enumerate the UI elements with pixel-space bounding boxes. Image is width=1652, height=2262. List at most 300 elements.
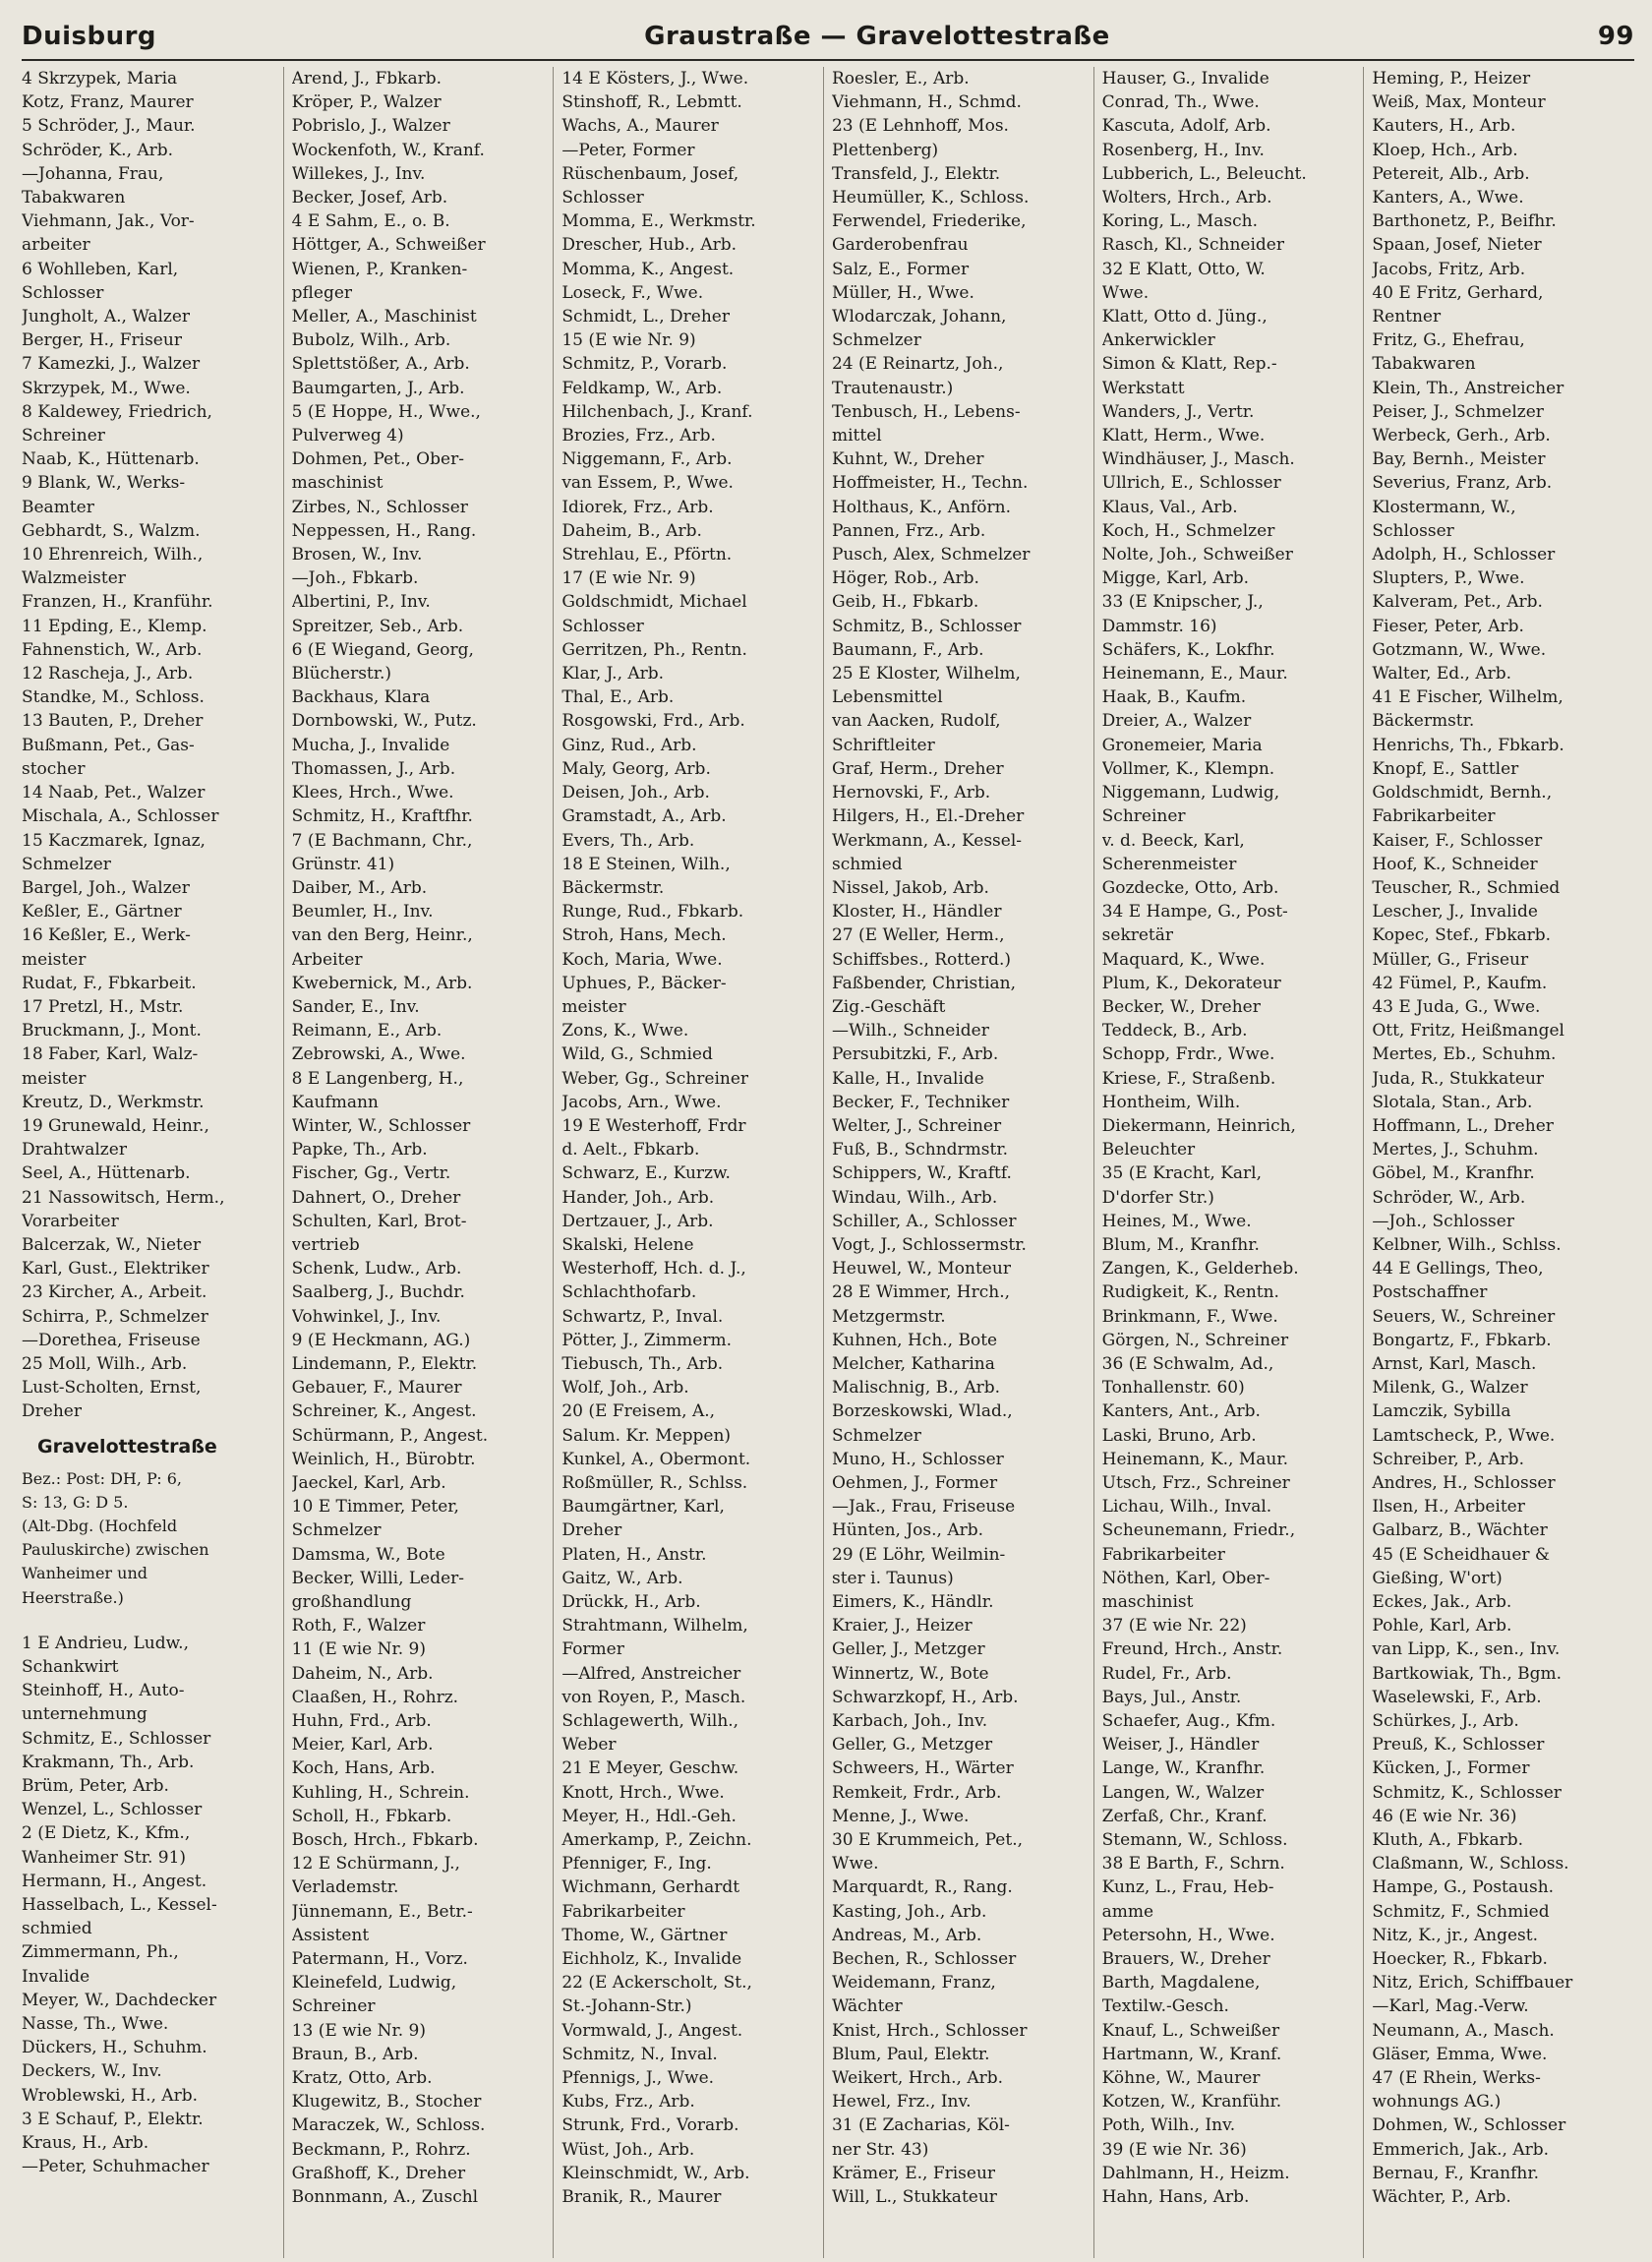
directory-entry: (Alt-Dbg. (Hochfeld bbox=[22, 1516, 178, 1535]
directory-entry: Vollmer, K., Klempn. bbox=[1101, 758, 1275, 779]
directory-entry: Milenk, G., Walzer bbox=[1372, 1378, 1528, 1399]
directory-entry: 32 E Klatt, Otto, W. bbox=[1101, 259, 1266, 279]
directory-entry: Simon & Klatt, Rep.- bbox=[1101, 354, 1277, 375]
directory-entry: Wienen, P., Kranken- bbox=[291, 259, 468, 279]
directory-entry: Bonnmann, A., Zuschl bbox=[291, 2187, 479, 2208]
directory-entry: Dornbowski, W., Putz. bbox=[291, 711, 477, 732]
directory-entry: Mischala, A., Schlosser bbox=[22, 806, 219, 827]
directory-entry: Schreiner bbox=[291, 1996, 376, 2017]
directory-entry: Bosch, Hrch., Fbkarb. bbox=[291, 1830, 479, 1851]
directory-entry: Juda, R., Stukkateur bbox=[1372, 1068, 1545, 1089]
directory-entry: Jaeckel, Karl, Arb. bbox=[291, 1472, 446, 1493]
directory-entry: 8 Kaldewey, Friedrich, bbox=[22, 401, 212, 422]
directory-entry: Metzgermstr. bbox=[831, 1306, 946, 1327]
directory-entry: Lescher, J., Invalide bbox=[1372, 902, 1538, 923]
directory-entry: Klostermann, W., bbox=[1372, 497, 1516, 517]
directory-entry: Invalide bbox=[22, 1966, 90, 1987]
directory-entry: Schlosser bbox=[1372, 520, 1454, 541]
directory-entry: Willekes, J., Inv. bbox=[291, 163, 426, 184]
directory-entry: Waselewski, F., Arb. bbox=[1372, 1687, 1542, 1707]
directory-entry: Gläser, Emma, Wwe. bbox=[1372, 2044, 1548, 2064]
directory-entry: Naab, K., Hüttenarb. bbox=[22, 449, 200, 470]
directory-entry: Wenzel, L., Schlosser bbox=[22, 1800, 203, 1820]
directory-entry: Marquardt, R., Rang. bbox=[831, 1877, 1013, 1898]
directory-entry: Hoecker, R., Fbkarb. bbox=[1372, 1949, 1548, 1970]
directory-entry: Fabrikarbeiter bbox=[1101, 1544, 1225, 1565]
directory-entry: Will, L., Stukkateur bbox=[831, 2187, 997, 2208]
directory-entry: Neppessen, H., Rang. bbox=[291, 520, 477, 541]
directory-entry: Gebauer, F., Maurer bbox=[291, 1378, 462, 1399]
directory-entry: Transfeld, J., Elektr. bbox=[831, 163, 1001, 184]
directory-entry: Drückk, H., Arb. bbox=[561, 1592, 701, 1612]
directory-entry: Karbach, Joh., Inv. bbox=[831, 1711, 988, 1732]
directory-entry: Daheim, B., Arb. bbox=[561, 520, 702, 541]
directory-entry: 5 (E Hoppe, H., Wwe., bbox=[291, 401, 481, 422]
directory-entry: Graßhoff, K., Dreher bbox=[291, 2163, 466, 2183]
directory-entry: 27 (E Weller, Herm., bbox=[831, 925, 1005, 946]
directory-entry: Kalle, H., Invalide bbox=[831, 1068, 984, 1089]
directory-entry: Schirra, P., Schmelzer bbox=[22, 1306, 208, 1327]
directory-entry: —Joh., Schlosser bbox=[1372, 1211, 1514, 1231]
directory-entry: mittel bbox=[831, 426, 882, 446]
directory-entry: Kröper, P., Walzer bbox=[291, 92, 442, 113]
directory-entry: Stroh, Hans, Mech. bbox=[561, 925, 727, 946]
directory-entry: Thal, E., Arb. bbox=[561, 687, 675, 708]
directory-entry: Neumann, A., Masch. bbox=[1372, 2020, 1555, 2041]
directory-entry: Wanders, J., Vertr. bbox=[1101, 401, 1255, 422]
directory-entry: Schreiner bbox=[1101, 806, 1186, 827]
directory-entry: Heming, P., Heizer bbox=[1372, 69, 1531, 89]
directory-entry: Zimmermann, Ph., bbox=[22, 1942, 179, 1963]
directory-entry: Patermann, H., Vorz. bbox=[291, 1949, 468, 1970]
directory-entry: Slupters, P., Wwe. bbox=[1372, 568, 1525, 589]
directory-entry: maschinist bbox=[291, 473, 384, 494]
directory-entry: Grünstr. 41) bbox=[291, 854, 395, 874]
directory-entry: Braun, B., Arb. bbox=[291, 2044, 419, 2064]
directory-entry: amme bbox=[1101, 1901, 1154, 1922]
directory-entry: Werkmann, A., Kessel- bbox=[831, 830, 1023, 851]
directory-entry: Köhne, W., Maurer bbox=[1101, 2068, 1261, 2089]
column-3-entries bbox=[561, 67, 819, 2209]
directory-entry: Kloep, Hch., Arb. bbox=[1372, 140, 1518, 160]
directory-entry: Barth, Magdalene, bbox=[1101, 1973, 1261, 1994]
directory-entry: Koring, L., Masch. bbox=[1101, 211, 1258, 232]
directory-entry: Heinemann, K., Maur. bbox=[1101, 1449, 1289, 1469]
directory-entry: Tabakwaren bbox=[1372, 354, 1476, 375]
directory-entry: Schreiner bbox=[22, 426, 105, 446]
directory-entry: schmied bbox=[22, 1919, 92, 1939]
directory-entry: 16 Keßler, E., Werk- bbox=[22, 925, 191, 946]
directory-entry: Schwarzkopf, H., Arb. bbox=[831, 1687, 1019, 1707]
directory-entry: D'dorfer Str.) bbox=[1101, 1187, 1214, 1208]
directory-entry: Petersohn, H., Wwe. bbox=[1101, 1925, 1275, 1945]
directory-entry: Vormwald, J., Angest. bbox=[561, 2020, 743, 2041]
directory-entry: Schriftleiter bbox=[831, 735, 935, 755]
directory-entry: Lebensmittel bbox=[831, 687, 943, 708]
directory-entry: Severius, Franz, Arb. bbox=[1372, 473, 1553, 494]
directory-entry: Zirbes, N., Schlosser bbox=[291, 497, 468, 517]
directory-entry: Heumüller, K., Schloss. bbox=[831, 188, 1030, 208]
directory-entry: 14 Naab, Pet., Walzer bbox=[22, 783, 206, 804]
directory-entry: Thome, W., Gärtner bbox=[561, 1925, 728, 1945]
directory-entry: Schmitz, K., Schlosser bbox=[1372, 1782, 1562, 1803]
directory-entry: Weiß, Max, Monteur bbox=[1372, 92, 1546, 113]
directory-entry: Schlosser bbox=[561, 188, 644, 208]
directory-entry: Kuhnen, Hch., Bote bbox=[831, 1330, 998, 1350]
directory-entry: Schröder, W., Arb. bbox=[1372, 1187, 1526, 1208]
directory-entry: Bruckmann, J., Mont. bbox=[22, 1021, 202, 1042]
directory-entry: Koch, Maria, Wwe. bbox=[561, 949, 723, 970]
directory-entry: Schwarz, E., Kurzw. bbox=[561, 1163, 731, 1184]
directory-entry: Görgen, N., Schreiner bbox=[1101, 1330, 1289, 1350]
directory-entry: Schulten, Karl, Brot- bbox=[291, 1211, 467, 1231]
directory-entry: Beckmann, P., Rohrz. bbox=[291, 2139, 471, 2160]
directory-entry: arbeiter bbox=[22, 235, 90, 256]
street-range-title: Graustraße — Gravelottestraße bbox=[644, 22, 1110, 51]
directory-entry: Hoffmeister, H., Techn. bbox=[831, 473, 1029, 494]
directory-entry: Kopec, Stef., Fbkarb. bbox=[1372, 925, 1552, 946]
directory-entry: Hünten, Jos., Arb. bbox=[831, 1520, 984, 1541]
directory-entry: Ankerwickler bbox=[1101, 330, 1215, 351]
directory-entry: Müller, H., Wwe. bbox=[831, 282, 974, 303]
directory-entry: Galbarz, B., Wächter bbox=[1372, 1520, 1548, 1541]
directory-entry: Plettenberg) bbox=[831, 140, 939, 160]
directory-entry: Sander, E., Inv. bbox=[291, 996, 420, 1017]
directory-entry: Steinhoff, H., Auto- bbox=[22, 1681, 185, 1701]
directory-entry: Teuscher, R., Schmied bbox=[1372, 877, 1561, 898]
directory-entry: Knopf, E., Sattler bbox=[1372, 758, 1519, 779]
directory-entry: wohnungs AG.) bbox=[1372, 2092, 1502, 2113]
directory-entry: 20 (E Freisem, A., bbox=[561, 1401, 716, 1422]
directory-entry: Brüm, Peter, Arb. bbox=[22, 1776, 169, 1797]
directory-entry: Franzen, H., Kranführ. bbox=[22, 592, 213, 613]
directory-entry: Weiser, J., Händler bbox=[1101, 1735, 1260, 1756]
directory-entry: Wächter bbox=[831, 1996, 903, 2017]
directory-entry: Hahn, Hans, Arb. bbox=[1101, 2187, 1250, 2208]
directory-entry: Nitz, Erich, Schiffbauer bbox=[1372, 1973, 1573, 1994]
directory-entry: 18 E Steinen, Wilh., bbox=[561, 854, 731, 874]
directory-entry: Standke, M., Schloss. bbox=[22, 687, 205, 708]
column-1-entries-after bbox=[22, 1632, 279, 2179]
directory-entry: Becker, F., Techniker bbox=[831, 1092, 1010, 1112]
directory-entry: Schmitz, H., Kraftfhr. bbox=[291, 806, 473, 827]
directory-entry: Pusch, Alex, Schmelzer bbox=[831, 545, 1031, 566]
directory-entry: Bargel, Joh., Walzer bbox=[22, 877, 190, 898]
directory-entry: Windhäuser, J., Masch. bbox=[1101, 449, 1295, 470]
directory-entry: Gießing, W'ort) bbox=[1372, 1568, 1503, 1588]
directory-entry: Kuhling, H., Schrein. bbox=[291, 1782, 470, 1803]
directory-entry: Koch, H., Schmelzer bbox=[1101, 520, 1275, 541]
directory-entry: 46 (E wie Nr. 36) bbox=[1372, 1806, 1517, 1826]
directory-entry: Spreitzer, Seb., Arb. bbox=[291, 616, 464, 636]
directory-entry: Hewel, Frz., Inv. bbox=[831, 2092, 972, 2113]
directory-entry: Feldkamp, W., Arb. bbox=[561, 378, 723, 398]
directory-entry: Tiebusch, Th., Arb. bbox=[561, 1353, 724, 1374]
directory-entry: 31 (E Zacharias, Köl- bbox=[831, 2115, 1010, 2136]
directory-entry: Hernovski, F., Arb. bbox=[831, 783, 991, 804]
directory-entry: Schlagewerth, Wilh., bbox=[561, 1711, 739, 1732]
directory-entry: großhandlung bbox=[291, 1592, 412, 1612]
directory-entry: Schlosser bbox=[561, 616, 644, 636]
directory-entry: Wächter, P., Arb. bbox=[1372, 2187, 1511, 2208]
column-1 bbox=[22, 67, 284, 2258]
directory-entry: Adolph, H., Schlosser bbox=[1372, 545, 1556, 566]
directory-entry: Rosenberg, H., Inv. bbox=[1101, 140, 1265, 160]
directory-entry: Ferwendel, Friederike, bbox=[831, 211, 1027, 232]
directory-entry: Schankwirt bbox=[22, 1657, 119, 1677]
directory-entry: Höttger, A., Schweißer bbox=[291, 235, 486, 256]
directory-entry: 9 Blank, W., Werks- bbox=[22, 473, 186, 494]
directory-entry: Mertes, J., Schuhm. bbox=[1372, 1140, 1539, 1161]
directory-entry: Vogt, J., Schlossermstr. bbox=[831, 1234, 1027, 1255]
directory-entry: Claßmann, W., Schloss. bbox=[1372, 1854, 1569, 1875]
directory-entry: Wüst, Joh., Arb. bbox=[561, 2139, 695, 2160]
directory-entry: Kaiser, F., Schlosser bbox=[1372, 830, 1543, 851]
directory-entry: 11 Epding, E., Klemp. bbox=[22, 616, 207, 636]
directory-entry: 28 E Wimmer, Hrch., bbox=[831, 1282, 1011, 1303]
directory-entry: Wanheimer und bbox=[22, 1564, 148, 1583]
directory-entry: Hermann, H., Angest. bbox=[22, 1871, 207, 1891]
directory-entry: Schürmann, P., Angest. bbox=[291, 1425, 489, 1446]
directory-entry: Backhaus, Klara bbox=[291, 687, 431, 708]
directory-entry: 10 E Timmer, Peter, bbox=[291, 1497, 459, 1518]
directory-entry: Saalberg, J., Buchdr. bbox=[291, 1282, 465, 1303]
directory-entry: Walzmeister bbox=[22, 568, 126, 589]
directory-entry: Viehmann, H., Schmd. bbox=[831, 92, 1022, 113]
directory-entry: Wolters, Hrch., Arb. bbox=[1101, 188, 1272, 208]
directory-entry: Klein, Th., Anstreicher bbox=[1372, 378, 1564, 398]
directory-entry: Bäckermstr. bbox=[1372, 711, 1475, 732]
directory-entry: Hartmann, W., Kranf. bbox=[1101, 2044, 1282, 2064]
directory-entry: Kalveram, Pet., Arb. bbox=[1372, 592, 1543, 613]
directory-entry: Schopp, Frdr., Wwe. bbox=[1101, 1044, 1275, 1065]
directory-entry: Wachs, A., Maurer bbox=[561, 116, 719, 137]
directory-entry: Becker, W., Dreher bbox=[1101, 996, 1261, 1017]
city-name: Duisburg bbox=[22, 22, 157, 51]
directory-entry: Dammstr. 16) bbox=[1101, 616, 1217, 636]
directory-entry: Meller, A., Maschinist bbox=[291, 307, 477, 327]
directory-entry: Rosgowski, Frd., Arb. bbox=[561, 711, 745, 732]
directory-entry: Karl, Gust., Elektriker bbox=[22, 1259, 209, 1280]
directory-entry: Schmidt, L., Dreher bbox=[561, 307, 730, 327]
directory-entry: 19 E Westerhoff, Frdr bbox=[561, 1115, 746, 1136]
column-4-entries bbox=[832, 67, 1090, 2209]
directory-entry: Gebhardt, S., Walzm. bbox=[22, 520, 201, 541]
directory-entry: Pfennigs, J., Wwe. bbox=[561, 2068, 715, 2089]
directory-entry: 14 E Kösters, J., Wwe. bbox=[561, 69, 749, 89]
directory-entry: Hasselbach, L., Kessel- bbox=[22, 1895, 217, 1916]
directory-entry: Niggemann, F., Arb. bbox=[561, 449, 733, 470]
column-6 bbox=[1372, 67, 1634, 2258]
directory-entry: Strunk, Frd., Vorarb. bbox=[561, 2115, 739, 2136]
directory-entry: Klar, J., Arb. bbox=[561, 664, 665, 685]
directory-entry: 17 (E wie Nr. 9) bbox=[561, 568, 696, 589]
directory-entry: Knauf, L., Schweißer bbox=[1101, 2020, 1280, 2041]
directory-entry: Roth, F., Walzer bbox=[291, 1616, 426, 1637]
directory-entry: Trautenaustr.) bbox=[831, 378, 954, 398]
directory-entry: Kleinefeld, Ludwig, bbox=[291, 1973, 457, 1994]
directory-entry: unternehmung bbox=[22, 1704, 148, 1725]
directory-entry: 4 E Sahm, E., o. B. bbox=[291, 211, 450, 232]
directory-entry: 47 (E Rhein, Werks- bbox=[1372, 2068, 1541, 2089]
directory-entry: Kratz, Otto, Arb. bbox=[291, 2068, 433, 2089]
directory-entry: —Karl, Mag.-Verw. bbox=[1372, 1996, 1529, 2017]
directory-entry: Assistent bbox=[291, 1925, 370, 1945]
directory-entry: Gronemeier, Maria bbox=[1101, 735, 1263, 755]
directory-entry: Kloster, H., Händler bbox=[831, 902, 1002, 923]
directory-entry: Drahtwalzer bbox=[22, 1140, 127, 1161]
directory-entry: Rudat, F., Fbkarbeit. bbox=[22, 973, 197, 993]
directory-entry: Petereit, Alb., Arb. bbox=[1372, 163, 1530, 184]
directory-entry: Lange, W., Kranfhr. bbox=[1101, 1758, 1266, 1779]
directory-entry: Kuhnt, W., Dreher bbox=[831, 449, 984, 470]
directory-entry: Lamczik, Sybilla bbox=[1372, 1401, 1511, 1422]
directory-entry: Gotzmann, W., Wwe. bbox=[1372, 639, 1547, 660]
column-2-entries bbox=[292, 67, 550, 2209]
directory-entry: Thomassen, J., Arb. bbox=[291, 758, 456, 779]
directory-entry: Roesler, E., Arb. bbox=[831, 69, 970, 89]
directory-entry: Brauers, W., Dreher bbox=[1101, 1949, 1270, 1970]
directory-entry: Kunz, L., Frau, Heb- bbox=[1101, 1877, 1274, 1898]
directory-entry: Schreiber, P., Arb. bbox=[1372, 1449, 1524, 1469]
directory-entry: Dreher bbox=[22, 1401, 82, 1422]
directory-entry: Kluth, A., Fbkarb. bbox=[1372, 1830, 1524, 1851]
column-5-entries bbox=[1102, 67, 1360, 2209]
directory-entry: Haak, B., Kaufm. bbox=[1101, 687, 1247, 708]
directory-entry: Maraczek, W., Schloss. bbox=[291, 2115, 486, 2136]
directory-entry: Pfenniger, F., Ing. bbox=[561, 1854, 712, 1875]
directory-entry: meister bbox=[22, 949, 87, 970]
directory-entry: Arend, J., Fbkarb. bbox=[291, 69, 442, 89]
directory-entry: vertrieb bbox=[291, 1234, 360, 1255]
directory-entry: Ginz, Rud., Arb. bbox=[561, 735, 697, 755]
directory-entry: Daiber, M., Arb. bbox=[291, 877, 428, 898]
directory-entry: Momma, K., Angest. bbox=[561, 259, 735, 279]
directory-entry: Bußmann, Pet., Gas- bbox=[22, 735, 195, 755]
directory-entry: Balcerzak, W., Nieter bbox=[22, 1234, 202, 1255]
directory-entry: Jacobs, Fritz, Arb. bbox=[1372, 259, 1526, 279]
directory-entry: Oehmen, J., Former bbox=[831, 1472, 998, 1493]
directory-entry: Winter, W., Schlosser bbox=[291, 1115, 471, 1136]
directory-entry: Salz, E., Former bbox=[831, 259, 970, 279]
directory-entry: Idiorek, Frz., Arb. bbox=[561, 497, 714, 517]
directory-entry: Maquard, K., Wwe. bbox=[1101, 949, 1266, 970]
directory-entry: 34 E Hampe, G., Post- bbox=[1101, 902, 1288, 923]
directory-entry: Arbeiter bbox=[291, 949, 363, 970]
directory-entry: Weikert, Hrch., Arb. bbox=[831, 2068, 1004, 2089]
directory-entry: Dückers, H., Schuhm. bbox=[22, 2038, 207, 2058]
directory-entry: Klatt, Herm., Wwe. bbox=[1101, 426, 1266, 446]
directory-entry: 7 Kamezki, J., Walzer bbox=[22, 354, 201, 375]
directory-entry: Wwe. bbox=[1101, 282, 1150, 303]
directory-entry: Rudigkeit, K., Rentn. bbox=[1101, 1282, 1279, 1303]
directory-entry: St.-Johann-Str.) bbox=[561, 1996, 692, 2017]
directory-entry: Vohwinkel, J., Inv. bbox=[291, 1306, 442, 1327]
directory-entry: Hampe, G., Postaush. bbox=[1372, 1877, 1555, 1898]
directory-entry: Fischer, Gg., Vertr. bbox=[291, 1163, 451, 1184]
directory-entry: 24 (E Reinartz, Joh., bbox=[831, 354, 1004, 375]
directory-entry: —Dorethea, Friseuse bbox=[22, 1330, 201, 1350]
directory-entry: Postschaffner bbox=[1372, 1282, 1488, 1303]
directory-entry: Slotala, Stan., Arb. bbox=[1372, 1092, 1533, 1112]
directory-entry: Dertzauer, J., Arb. bbox=[561, 1211, 714, 1231]
directory-entry: Fuß, B., Schndrmstr. bbox=[831, 1140, 1009, 1161]
directory-entry: Hoffmann, L., Dreher bbox=[1372, 1115, 1554, 1136]
directory-entry: Hilgers, H., El.-Dreher bbox=[831, 806, 1025, 827]
directory-entry: Gerritzen, Ph., Rentn. bbox=[561, 639, 747, 660]
directory-entry: Lichau, Wilh., Inval. bbox=[1101, 1497, 1272, 1518]
directory-entry: 3 E Schauf, P., Elektr. bbox=[22, 2109, 204, 2129]
directory-entry: meister bbox=[561, 996, 626, 1017]
directory-entry: Fieser, Peter, Arb. bbox=[1372, 616, 1524, 636]
directory-entry: Bez.: Post: DH, P: 6, bbox=[22, 1468, 182, 1488]
directory-entry: Höger, Rob., Arb. bbox=[831, 568, 979, 589]
directory-entry: Krämer, E., Friseur bbox=[831, 2163, 996, 2183]
directory-entry: 43 E Juda, G., Wwe. bbox=[1372, 996, 1541, 1017]
directory-entry: Keßler, E., Gärtner bbox=[22, 902, 182, 923]
directory-entry: Nolte, Joh., Schweißer bbox=[1101, 545, 1293, 566]
street-heading: Gravelottestraße bbox=[37, 1435, 217, 1458]
directory-entry: Schlachthofarb. bbox=[561, 1282, 697, 1303]
directory-entry: Tabakwaren bbox=[22, 188, 126, 208]
directory-entry: Momma, E., Werkmstr. bbox=[561, 211, 756, 232]
directory-entry: Lust-Scholten, Ernst, bbox=[22, 1378, 202, 1399]
directory-entry: 2 (E Dietz, K., Kfm., bbox=[22, 1823, 191, 1844]
directory-entry: Nöthen, Karl, Ober- bbox=[1101, 1568, 1270, 1588]
directory-entry: Schippers, W., Kraftf. bbox=[831, 1163, 1012, 1184]
directory-entry: Kaufmann bbox=[291, 1092, 379, 1112]
directory-entry: Seuers, W., Schreiner bbox=[1372, 1306, 1556, 1327]
directory-entry: 25 Moll, Wilh., Arb. bbox=[22, 1353, 188, 1374]
directory-entry: Loseck, F., Wwe. bbox=[561, 282, 704, 303]
directory-entry: d. Aelt., Fbkarb. bbox=[561, 1140, 700, 1161]
directory-entry: 11 (E wie Nr. 9) bbox=[291, 1639, 426, 1660]
directory-entry: 7 (E Bachmann, Chr., bbox=[291, 830, 473, 851]
directory-entry: 12 Rascheja, J., Arb. bbox=[22, 664, 194, 685]
directory-entry: Baumgärtner, Karl, bbox=[561, 1497, 725, 1518]
directory-entry: 4 Skrzypek, Maria bbox=[22, 69, 178, 89]
directory-entry: Diekermann, Heinrich, bbox=[1101, 1115, 1296, 1136]
directory-entry: Malischnig, B., Arb. bbox=[831, 1378, 1001, 1399]
directory-entry: Graf, Herm., Dreher bbox=[831, 758, 1004, 779]
directory-entry: Fabrikarbeiter bbox=[561, 1901, 685, 1922]
directory-entry: van den Berg, Heinr., bbox=[291, 925, 473, 946]
directory-entry: van Aacken, Rudolf, bbox=[831, 711, 1001, 732]
directory-entry: Vorarbeiter bbox=[22, 1211, 119, 1231]
directory-entry: Werbeck, Gerh., Arb. bbox=[1372, 426, 1551, 446]
directory-entry: Langen, W., Walzer bbox=[1101, 1782, 1265, 1803]
directory-entry: Gaitz, W., Arb. bbox=[561, 1568, 683, 1588]
directory-entry: Migge, Karl, Arb. bbox=[1101, 568, 1250, 589]
directory-entry: Beleuchter bbox=[1101, 1140, 1196, 1161]
directory-entry: Winnertz, W., Bote bbox=[831, 1663, 989, 1684]
directory-entry: Rudel, Fr., Arb. bbox=[1101, 1663, 1232, 1684]
page-number: 99 bbox=[1597, 22, 1634, 51]
directory-entry: Conrad, Th., Wwe. bbox=[1101, 92, 1260, 113]
directory-entry: Wockenfoth, W., Kranf. bbox=[291, 140, 485, 160]
directory-entry: Henrichs, Th., Fbkarb. bbox=[1372, 735, 1564, 755]
directory-entry: Göbel, M., Kranfhr. bbox=[1372, 1163, 1535, 1184]
directory-entry: Lindemann, P., Elektr. bbox=[291, 1353, 478, 1374]
directory-entry: 6 (E Wiegand, Georg, bbox=[291, 639, 474, 660]
directory-entry: Kriese, F., Straßenb. bbox=[1101, 1068, 1276, 1089]
directory-entry: Zons, K., Wwe. bbox=[561, 1021, 689, 1042]
directory-entry: Fahnenstich, W., Arb. bbox=[22, 639, 203, 660]
directory-entry: von Royen, P., Masch. bbox=[561, 1687, 746, 1707]
directory-entry: Huhn, Frd., Arb. bbox=[291, 1711, 432, 1732]
directory-entry: Runge, Rud., Fbkarb. bbox=[561, 902, 744, 923]
directory-entry: Albertini, P., Inv. bbox=[291, 592, 431, 613]
